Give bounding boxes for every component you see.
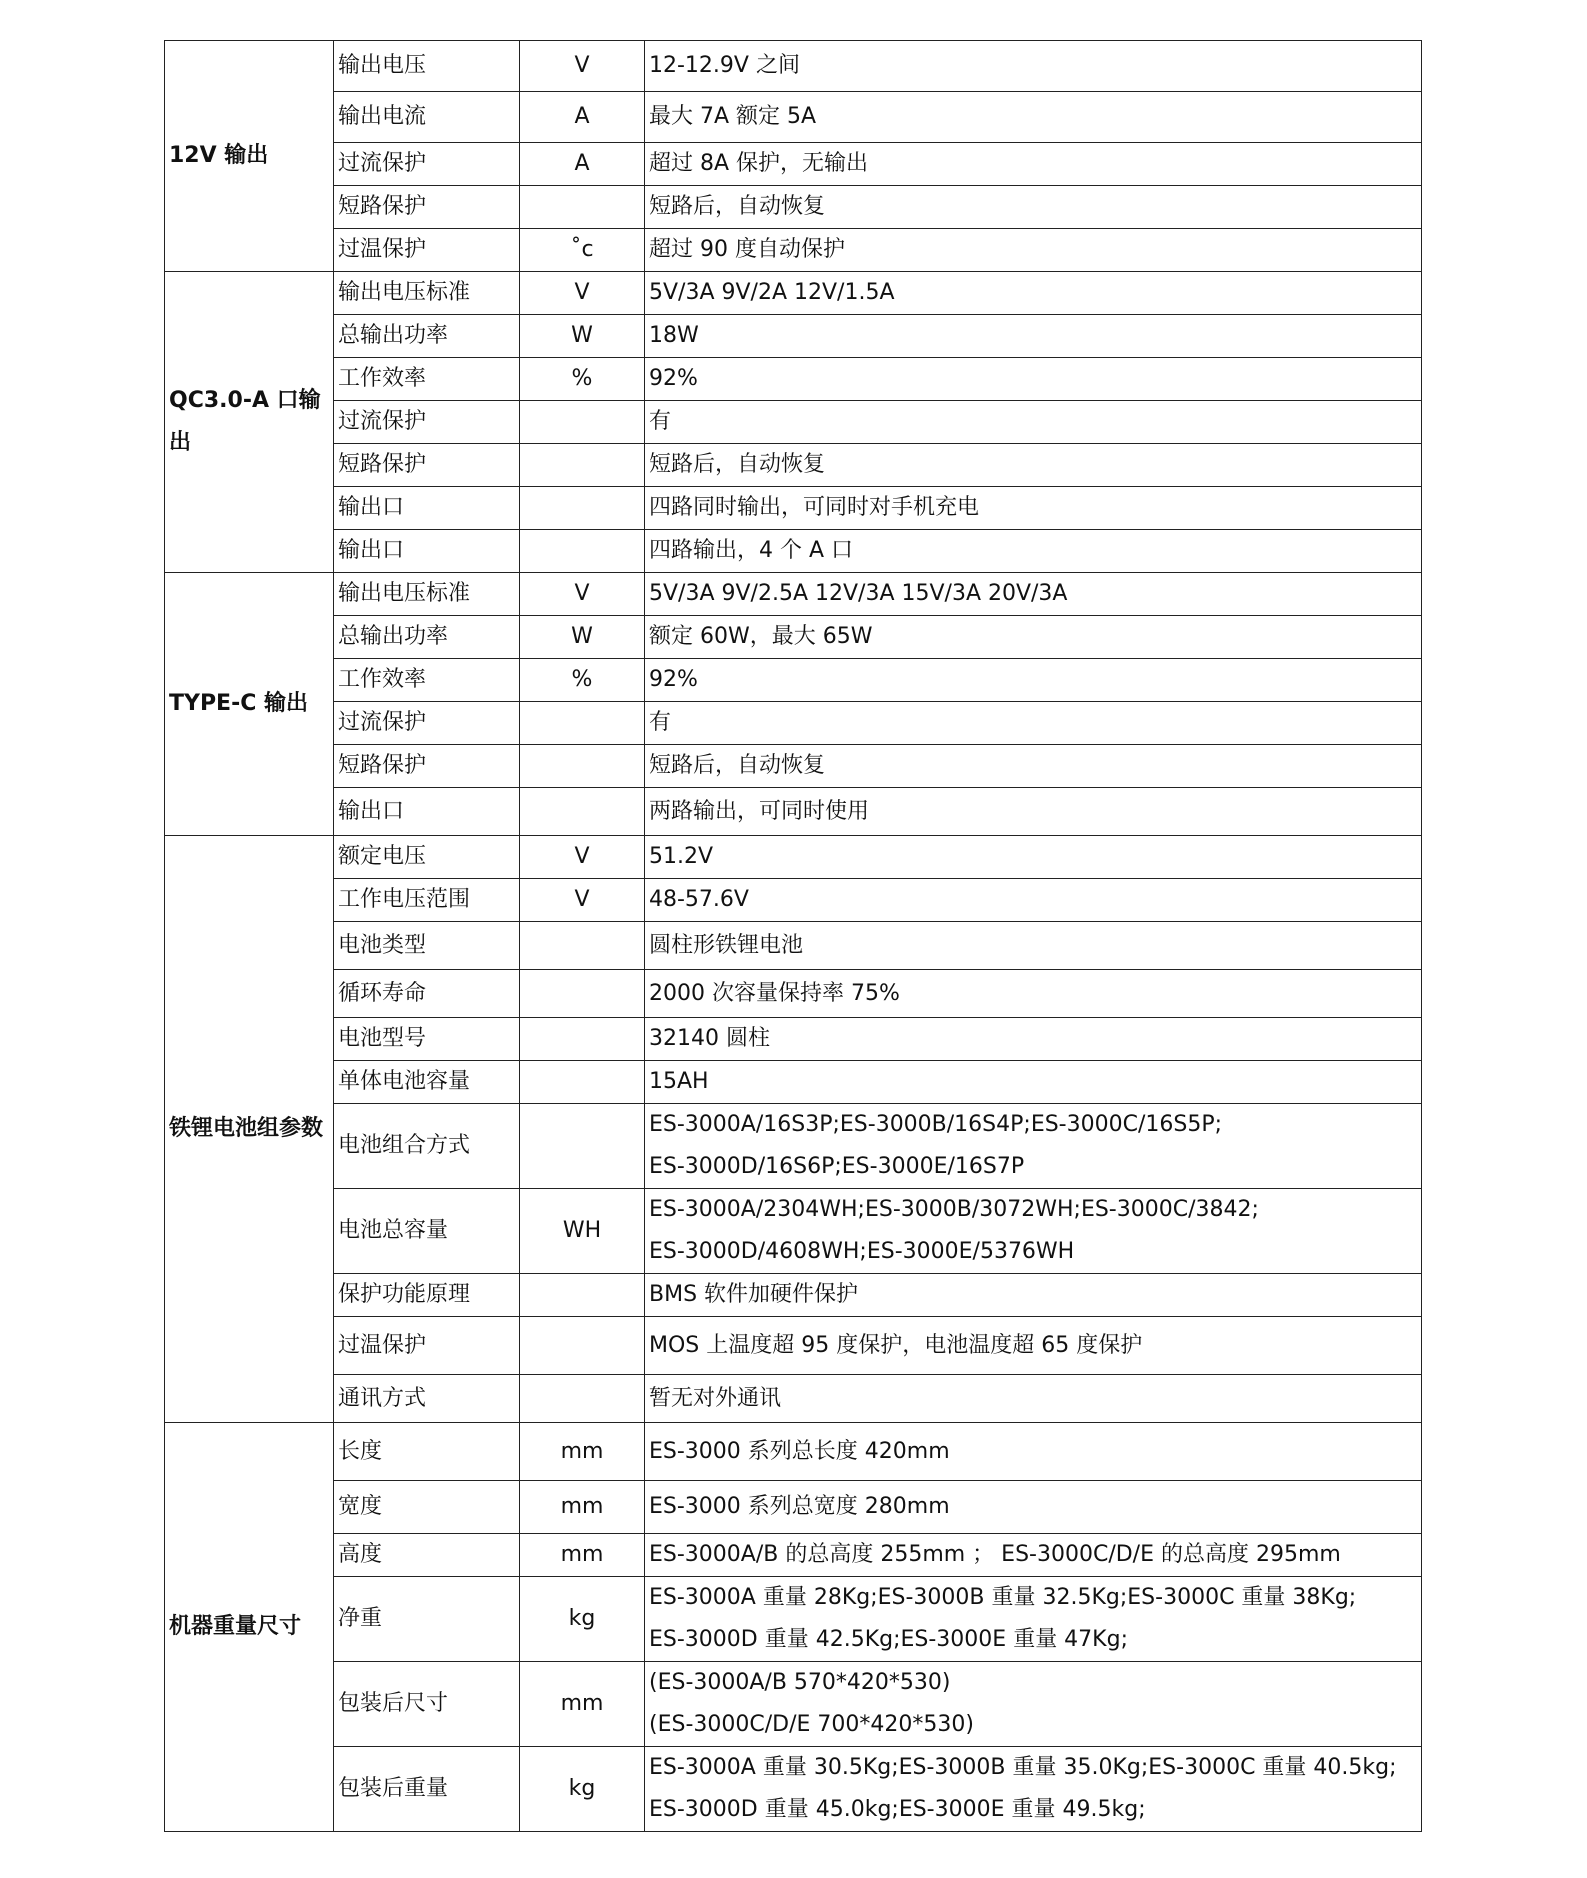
param-name: 保护功能原理 [334, 1274, 520, 1317]
param-value [645, 1747, 1422, 1832]
param-name: 包装后尺寸 [334, 1662, 520, 1747]
table-row [165, 1274, 1422, 1317]
param-name: 电池型号 [334, 1018, 520, 1061]
table-row [165, 1423, 1422, 1481]
param-unit: kg [520, 1747, 645, 1832]
param-unit [520, 702, 645, 745]
param-name: 输出电压 [334, 41, 520, 92]
param-name: 总输出功率 [334, 616, 520, 659]
param-value [645, 879, 1422, 922]
param-value-line: ES-3000D 重量 45.0kg;ES-3000E 重量 49.5kg; [649, 1797, 1146, 1822]
param-name: 短路保护 [334, 444, 520, 487]
param-name: 电池总容量 [334, 1189, 520, 1274]
param-value-line: 暂无对外通讯 [649, 1385, 782, 1411]
table-row [165, 186, 1422, 229]
param-name: 总输出功率 [334, 315, 520, 358]
param-value-line: 圆柱形铁锂电池 [649, 932, 804, 958]
param-value [645, 1061, 1422, 1104]
param-name: 过流保护 [334, 143, 520, 186]
spec-table-body [165, 41, 1422, 1832]
table-row [165, 272, 1422, 315]
table-row [165, 358, 1422, 401]
param-unit: W [520, 315, 645, 358]
param-value [645, 1018, 1422, 1061]
param-value [645, 229, 1422, 272]
param-value [645, 358, 1422, 401]
param-value [645, 143, 1422, 186]
table-row [165, 41, 1422, 92]
param-value [645, 836, 1422, 879]
param-value-line: 5V/3A 9V/2A 12V/1.5A [649, 280, 895, 305]
param-value [645, 444, 1422, 487]
param-value-line: ES-3000A 重量 30.5Kg;ES-3000B 重量 35.0Kg;ES-3000C 重量 40.5kg; [649, 1755, 1397, 1780]
param-unit [520, 401, 645, 444]
table-row [165, 616, 1422, 659]
param-value [645, 1481, 1422, 1534]
table-row [165, 1534, 1422, 1577]
param-value-line: 92% [649, 366, 698, 391]
param-name: 单体电池容量 [334, 1061, 520, 1104]
param-value [645, 970, 1422, 1018]
spec-table [164, 40, 1422, 1832]
table-row [165, 444, 1422, 487]
param-value-line: BMS 软件加硬件保护 [649, 1282, 859, 1307]
param-name: 工作效率 [334, 358, 520, 401]
param-value [645, 272, 1422, 315]
param-value-line: 92% [649, 667, 698, 692]
table-row [165, 487, 1422, 530]
table-row [165, 401, 1422, 444]
param-unit: V [520, 879, 645, 922]
table-row [165, 745, 1422, 788]
param-value [645, 1577, 1422, 1662]
param-value-line: 最大 7A 额定 5A [649, 104, 817, 129]
param-value [645, 573, 1422, 616]
param-name: 循环寿命 [334, 970, 520, 1018]
param-value-line: 额定 60W，最大 65W [649, 624, 873, 649]
param-unit: WH [520, 1189, 645, 1274]
param-unit [520, 1375, 645, 1423]
param-unit [520, 1104, 645, 1189]
param-unit [520, 1317, 645, 1375]
param-value [645, 487, 1422, 530]
param-value [645, 41, 1422, 92]
param-value-line: 48-57.6V [649, 887, 749, 912]
param-unit: mm [520, 1662, 645, 1747]
table-row [165, 143, 1422, 186]
param-value [645, 922, 1422, 970]
param-unit [520, 1274, 645, 1317]
param-value-line: 超过 90 度自动保护 [649, 237, 845, 262]
param-unit [520, 922, 645, 970]
param-value [645, 788, 1422, 836]
param-value-line: ES-3000A 重量 28Kg;ES-3000B 重量 32.5Kg;ES-3000C 重量 38Kg; [649, 1585, 1357, 1610]
table-row [165, 1375, 1422, 1423]
table-row [165, 879, 1422, 922]
param-value-line: (ES-3000C/D/E 700*420*530) [649, 1712, 974, 1737]
param-value [645, 616, 1422, 659]
table-row [165, 92, 1422, 143]
param-value [645, 530, 1422, 573]
param-name: 宽度 [334, 1481, 520, 1534]
param-unit: A [520, 143, 645, 186]
table-row [165, 1018, 1422, 1061]
table-row [165, 1189, 1422, 1274]
param-name: 工作效率 [334, 659, 520, 702]
param-unit: V [520, 836, 645, 879]
param-value [645, 401, 1422, 444]
param-name: 通讯方式 [334, 1375, 520, 1423]
table-row [165, 659, 1422, 702]
table-row [165, 315, 1422, 358]
param-value-line: 有 [649, 710, 672, 735]
param-name: 短路保护 [334, 186, 520, 229]
param-value [645, 315, 1422, 358]
param-value-line: 有 [649, 409, 672, 434]
param-value-line: ES-3000 系列总长度 420mm [649, 1438, 950, 1464]
param-unit [520, 745, 645, 788]
table-row [165, 1577, 1422, 1662]
param-value-line: 短路后，自动恢复 [649, 452, 826, 477]
param-value-line: ES-3000 系列总宽度 280mm [649, 1494, 950, 1519]
param-value-line: ES-3000D/4608WH;ES-3000E/5376WH [649, 1239, 1075, 1264]
param-name: 短路保护 [334, 745, 520, 788]
param-value [645, 1104, 1422, 1189]
param-value [645, 92, 1422, 143]
param-value-line: 两路输出，可同时使用 [649, 798, 870, 824]
param-value-line: MOS 上温度超 95 度保护，电池温度超 65 度保护 [649, 1332, 1143, 1358]
param-unit: V [520, 41, 645, 92]
param-value-line: 短路后，自动恢复 [649, 753, 826, 778]
param-unit [520, 1018, 645, 1061]
table-row [165, 702, 1422, 745]
param-value-line: 2000 次容量保持率 75% [649, 980, 900, 1006]
table-row [165, 229, 1422, 272]
table-row [165, 573, 1422, 616]
param-value [645, 1189, 1422, 1274]
param-value-line: 18W [649, 323, 699, 348]
param-value-line: 四路同时输出，可同时对手机充电 [649, 495, 980, 520]
param-name: 输出电压标准 [334, 573, 520, 616]
param-value-line: (ES-3000A/B 570*420*530) [649, 1670, 951, 1695]
param-unit: mm [520, 1481, 645, 1534]
param-name: 净重 [334, 1577, 520, 1662]
param-value-line: ES-3000A/16S3P;ES-3000B/16S4P;ES-3000C/16S5P; [649, 1112, 1223, 1137]
param-name: 包装后重量 [334, 1747, 520, 1832]
param-value-line: 5V/3A 9V/2.5A 12V/3A 15V/3A 20V/3A [649, 581, 1068, 606]
param-unit [520, 530, 645, 573]
group-label: QC3.0-A 口输出 [165, 272, 334, 573]
param-value [645, 659, 1422, 702]
param-unit [520, 788, 645, 836]
table-row [165, 836, 1422, 879]
param-name: 过温保护 [334, 1317, 520, 1375]
param-value-line: 15AH [649, 1069, 709, 1094]
param-value-line: 32140 圆柱 [649, 1026, 770, 1051]
param-unit: V [520, 272, 645, 315]
param-value-line: 四路输出，4 个 A 口 [649, 538, 854, 563]
param-name: 长度 [334, 1423, 520, 1481]
table-row [165, 1317, 1422, 1375]
param-unit [520, 1061, 645, 1104]
param-name: 工作电压范围 [334, 879, 520, 922]
param-name: 过流保护 [334, 702, 520, 745]
param-name: 输出口 [334, 487, 520, 530]
param-value-line: 51.2V [649, 844, 714, 869]
param-value-line: ES-3000D 重量 42.5Kg;ES-3000E 重量 47Kg; [649, 1627, 1128, 1652]
param-unit [520, 970, 645, 1018]
param-value [645, 745, 1422, 788]
param-value [645, 702, 1422, 745]
param-name: 过温保护 [334, 229, 520, 272]
group-label: 铁锂电池组参数 [165, 836, 334, 1423]
param-value-line: ES-3000A/2304WH;ES-3000B/3072WH;ES-3000C/3842; [649, 1197, 1259, 1222]
param-name: 电池组合方式 [334, 1104, 520, 1189]
table-row [165, 970, 1422, 1018]
param-name: 电池类型 [334, 922, 520, 970]
table-row [165, 1662, 1422, 1747]
param-value-line: 超过 8A 保护，无输出 [649, 151, 869, 176]
param-name: 输出口 [334, 788, 520, 836]
table-row [165, 788, 1422, 836]
param-name: 输出电压标准 [334, 272, 520, 315]
param-value [645, 1423, 1422, 1481]
param-value [645, 1317, 1422, 1375]
param-value-line: 12-12.9V 之间 [649, 53, 800, 78]
param-unit [520, 444, 645, 487]
param-name: 高度 [334, 1534, 520, 1577]
table-row [165, 1061, 1422, 1104]
param-unit: kg [520, 1577, 645, 1662]
param-unit: ˚c [520, 229, 645, 272]
table-row [165, 1481, 1422, 1534]
param-unit: mm [520, 1423, 645, 1481]
param-value-line: 短路后，自动恢复 [649, 194, 826, 219]
param-name: 过流保护 [334, 401, 520, 444]
param-unit [520, 186, 645, 229]
group-label: TYPE-C 输出 [165, 573, 334, 836]
table-row [165, 530, 1422, 573]
param-name: 输出口 [334, 530, 520, 573]
group-label: 机器重量尺寸 [165, 1423, 334, 1832]
param-name: 额定电压 [334, 836, 520, 879]
param-value [645, 1274, 1422, 1317]
table-row [165, 1747, 1422, 1832]
param-unit: W [520, 616, 645, 659]
param-value-line: ES-3000A/B 的总高度 255mm ； ES-3000C/D/E 的总高度 295mm [649, 1542, 1341, 1567]
param-unit [520, 487, 645, 530]
param-unit: % [520, 659, 645, 702]
param-unit: % [520, 358, 645, 401]
param-name: 输出电流 [334, 92, 520, 143]
param-unit: V [520, 573, 645, 616]
param-value [645, 186, 1422, 229]
group-label: 12V 输出 [165, 41, 334, 272]
param-value [645, 1375, 1422, 1423]
param-unit: mm [520, 1534, 645, 1577]
table-row [165, 922, 1422, 970]
param-unit: A [520, 92, 645, 143]
param-value [645, 1662, 1422, 1747]
param-value-line: ES-3000D/16S6P;ES-3000E/16S7P [649, 1154, 1025, 1179]
param-value [645, 1534, 1422, 1577]
table-row [165, 1104, 1422, 1189]
